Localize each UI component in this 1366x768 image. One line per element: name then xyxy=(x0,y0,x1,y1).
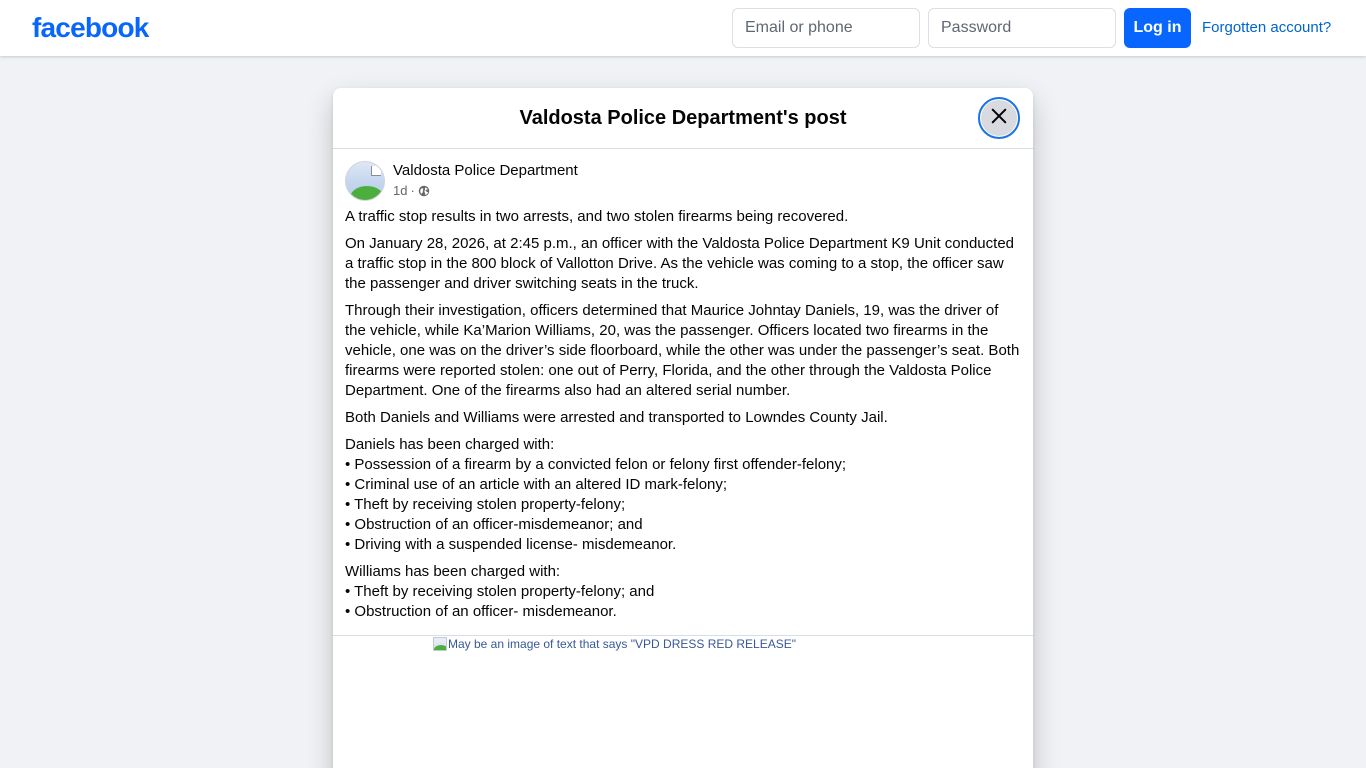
email-field[interactable] xyxy=(732,8,920,48)
avatar[interactable] xyxy=(345,161,385,201)
williams-charges xyxy=(345,562,1021,622)
post-dialog xyxy=(333,88,1033,768)
post-time[interactable]: 1d xyxy=(393,183,408,198)
globe-icon xyxy=(418,185,430,197)
charge-item: • Obstruction of an officer-misdemeanor; and xyxy=(345,516,643,533)
close-button[interactable] xyxy=(978,97,1020,139)
charges-heading: Williams has been charged with: xyxy=(345,563,561,580)
image-alt-text: May be an image of text that says "VPD DRESS RED RELEASE" xyxy=(448,637,796,651)
top-bar xyxy=(0,0,1366,56)
password-field[interactable] xyxy=(928,8,1116,48)
post-text xyxy=(333,205,1033,622)
charge-item: • Criminal use of an article with an altered ID mark-felony; xyxy=(345,476,728,493)
post-paragraph: A traffic stop results in two arrests, and two stolen firearms being recovered. xyxy=(345,208,849,225)
charges-heading: Daniels has been charged with: xyxy=(345,436,555,453)
post-image[interactable] xyxy=(433,637,796,651)
meta-separator: · xyxy=(410,183,415,198)
charge-item: • Theft by receiving stolen property-felony; xyxy=(345,496,626,513)
facebook-logo[interactable]: facebook xyxy=(32,12,149,43)
close-icon xyxy=(990,107,1008,130)
post-image-area[interactable] xyxy=(333,635,1033,768)
post-paragraph: Through their investigation, officers determined that Maurice Johntay Daniels, 19, was the driver of the vehicle, while Ka’Marion Williams, 20, was the passenger. Officers located two firearms in the vehicle, one was on the driver’s side floorboard, while the other was under the passenger’s seat. Both firearms were reported stolen: one out of Perry, Florida, and the other through the Valdosta Police Department. One of the firearms also had an altered serial number. xyxy=(345,302,1020,399)
post-meta xyxy=(393,183,430,199)
post-paragraph: Both Daniels and Williams were arrested and transported to Lowndes County Jail. xyxy=(345,409,888,426)
charge-item: • Driving with a suspended license- misdemeanor. xyxy=(345,536,677,553)
avatar-hill xyxy=(350,186,384,201)
charge-item: • Possession of a firearm by a convicted felon or felony first offender-felony; xyxy=(345,456,847,473)
broken-image-icon xyxy=(433,637,447,651)
page-name[interactable]: Valdosta Police Department xyxy=(393,162,578,179)
login-button[interactable]: Log in xyxy=(1124,8,1191,48)
post-header xyxy=(333,149,1033,205)
dialog-header xyxy=(333,88,1033,149)
dialog-title: Valdosta Police Department's post xyxy=(519,107,847,129)
charge-item: • Theft by receiving stolen property-felony; and xyxy=(345,583,655,600)
post-paragraph: On January 28, 2026, at 2:45 p.m., an officer with the Valdosta Police Department K9 Unit conducted a traffic stop in the 800 block of Vallotton Drive. As the vehicle was coming to a stop, the officer saw the passenger and driver switching seats in the truck. xyxy=(345,235,1015,292)
avatar-fold xyxy=(371,166,381,176)
daniels-charges xyxy=(345,435,1021,555)
forgotten-account-link[interactable]: Forgotten account? xyxy=(1202,19,1332,36)
charge-item: • Obstruction of an officer- misdemeanor. xyxy=(345,603,617,620)
